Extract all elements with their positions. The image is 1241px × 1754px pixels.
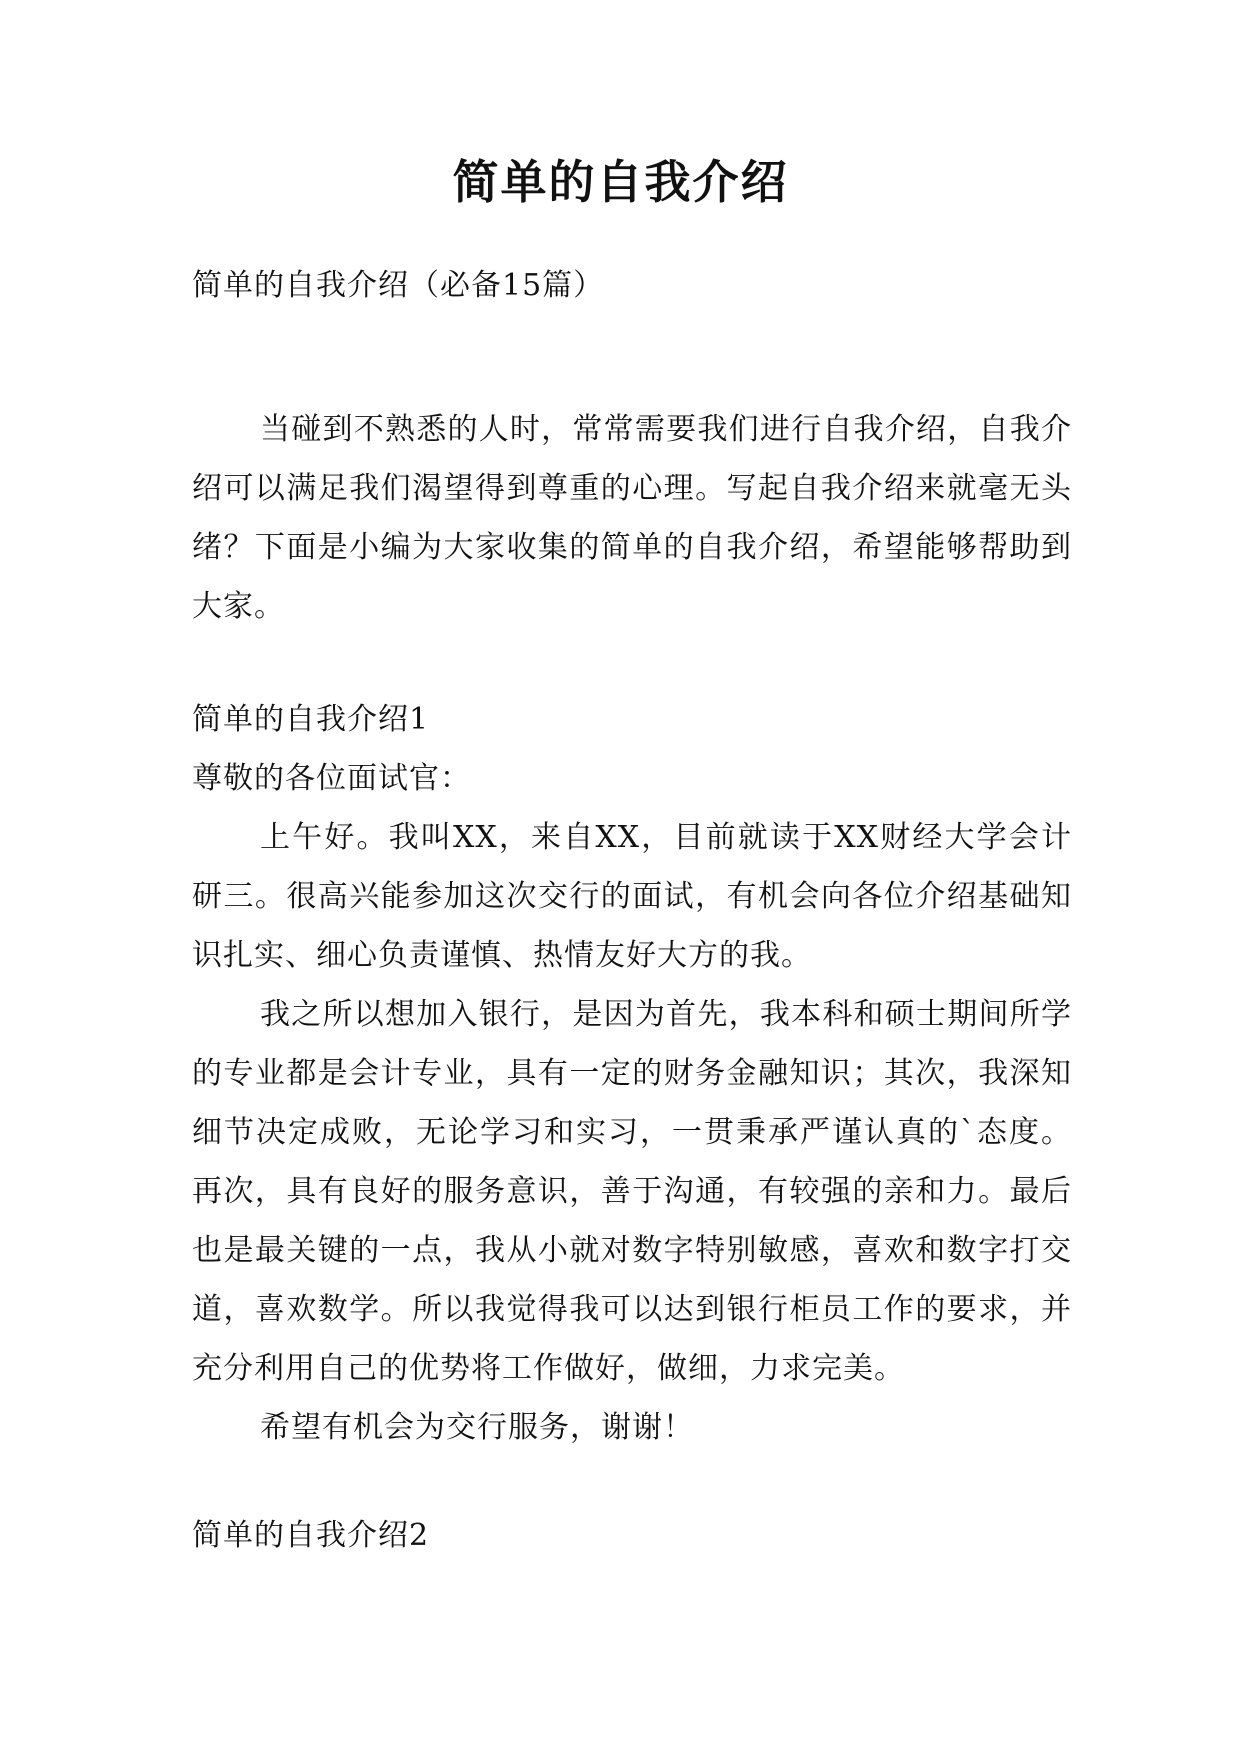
section-1-body bbox=[192, 808, 1072, 1457]
intro-paragraph: 当碰到不熟悉的人时，常常需要我们进行自我介绍，自我介绍可以满足我们渴望得到尊重的心理。写起自我介绍来就毫无头绪？下面是小编为大家收集的简单的自我介绍，希望能够帮助到大家。 bbox=[192, 412, 1072, 624]
greeting-line: 尊敬的各位面试官： bbox=[192, 761, 471, 796]
body-paragraph: 希望有机会为交行服务，谢谢！ bbox=[260, 1410, 694, 1445]
document-subtitle: 简单的自我介绍（必备15篇） bbox=[192, 268, 605, 303]
section-heading-2: 简单的自我介绍2 bbox=[192, 1518, 430, 1553]
body-paragraph: 我之所以想加入银行，是因为首先，我本科和硕士期间所学的专业都是会计专业，具有一定的财务金融知识；其次，我深知细节决定成败，无论学习和实习，一贯秉承严谨认真的`态度。再次，具有良好的服务意识，善于沟通，有较强的亲和力。最后也是最关键的一点，我从小就对数字特别敏感，喜欢和数字打交道，喜欢数学。所以我觉得我可以达到银行柜员工作的要求，并充分利用自己的优势将工作做好，做细，力求完美。 bbox=[192, 997, 1072, 1386]
section-heading-1: 简单的自我介绍1 bbox=[192, 702, 430, 737]
body-paragraph: 上午好。我叫XX，来自XX，目前就读于XX财经大学会计研三。很高兴能参加这次交行的面试，有机会向各位介绍基础知识扎实、细心负责谨慎、热情友好大方的我。 bbox=[192, 820, 1072, 973]
document-title: 简单的自我介绍 bbox=[452, 155, 789, 209]
